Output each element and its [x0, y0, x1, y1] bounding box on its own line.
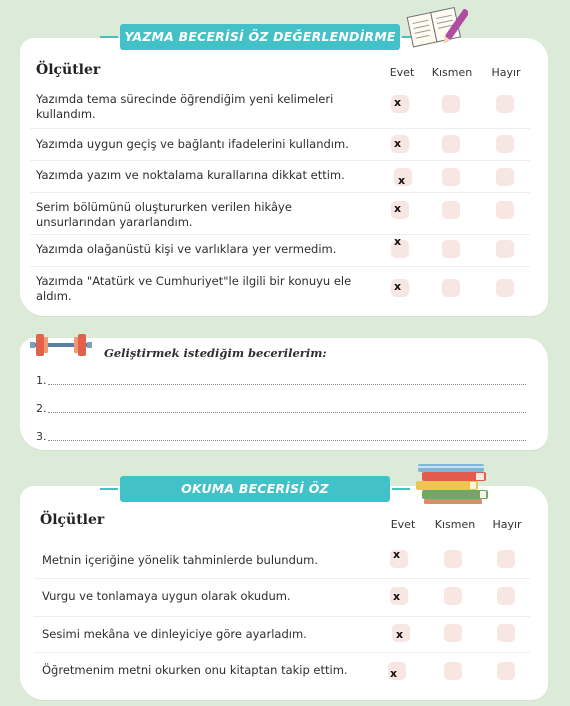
development-line-2-label: 2.: [36, 402, 47, 415]
divider: [30, 128, 530, 129]
writing-col-kismen: Kısmen: [431, 66, 473, 79]
writing-1-kismen-box[interactable]: [442, 95, 460, 113]
reading-3-check-mark: x: [396, 628, 404, 641]
writing-col-evet: Evet: [389, 66, 415, 79]
writing-2-check-mark: x: [394, 137, 402, 150]
divider: [34, 578, 530, 579]
development-line-3[interactable]: [48, 440, 526, 441]
reading-criterion-2: Vurgu ve tonlamaya uygun olarak okudum.: [42, 589, 291, 603]
writing-criterion-3: Yazımda yazım ve noktalama kurallarına dikkat ettim.: [36, 168, 345, 182]
writing-4-check-mark: x: [394, 202, 402, 215]
dumbbell-icon: [30, 332, 92, 358]
writing-scale-title: YAZMA BECERİSİ ÖZ DEĞERLENDİRME ÖLÇEĞİ: [120, 24, 400, 50]
divider: [34, 616, 530, 617]
writing-1-hayir-box[interactable]: [496, 95, 514, 113]
development-line-1[interactable]: [48, 384, 526, 385]
divider: [30, 192, 530, 193]
writing-4-kismen-box[interactable]: [442, 201, 460, 219]
reading-2-kismen-box[interactable]: [444, 587, 462, 605]
writing-5-kismen-box[interactable]: [442, 240, 460, 258]
development-title: Geliştirmek istediğim becerilerim:: [104, 346, 327, 360]
reading-2-check-mark: x: [393, 590, 401, 603]
reading-4-check-mark: x: [390, 667, 398, 680]
development-line-1-label: 1.: [36, 374, 47, 387]
writing-criterion-6: Yazımda "Atatürk ve Cumhuriyet"le ilgili bir konuyu ele aldım.: [36, 274, 352, 303]
divider: [30, 266, 530, 267]
writing-4-hayir-box[interactable]: [496, 201, 514, 219]
reading-1-hayir-box[interactable]: [497, 550, 515, 568]
writing-5-hayir-box[interactable]: [496, 240, 514, 258]
writing-6-kismen-box[interactable]: [442, 279, 460, 297]
notebook-pen-icon: [402, 2, 468, 50]
writing-3-hayir-box[interactable]: [496, 168, 514, 186]
reading-1-kismen-box[interactable]: [444, 550, 462, 568]
writing-6-hayir-box[interactable]: [496, 279, 514, 297]
writing-col-hayir: Hayır: [491, 66, 521, 79]
writing-criterion-4: Serim bölümünü oluştururken verilen hikâye unsurlarından yararlandım.: [36, 200, 292, 229]
writing-criterion-1: Yazımda tema sürecinde öğrendiğim yeni kelimeleri kullandım.: [36, 92, 334, 121]
reading-4-hayir-box[interactable]: [497, 662, 515, 680]
reading-col-hayir: Hayır: [492, 518, 522, 531]
reading-criteria-label: Ölçütler: [40, 512, 105, 528]
reading-2-hayir-box[interactable]: [497, 587, 515, 605]
divider: [30, 234, 530, 235]
reading-4-kismen-box[interactable]: [444, 662, 462, 680]
writing-3-check-mark: x: [398, 174, 406, 187]
development-line-2[interactable]: [48, 412, 526, 413]
writing-2-hayir-box[interactable]: [496, 135, 514, 153]
writing-3-kismen-box[interactable]: [442, 168, 460, 186]
reading-criterion-3: Sesimi mekâna ve dinleyiciye göre ayarladım.: [42, 627, 307, 641]
writing-criterion-5: Yazımda olağanüstü kişi ve varlıklara yer vermedim.: [36, 242, 337, 256]
reading-3-hayir-box[interactable]: [497, 624, 515, 642]
writing-criterion-2: Yazımda uygun geçiş ve bağlantı ifadelerini kullandım.: [36, 137, 349, 151]
divider: [30, 160, 530, 161]
divider: [34, 652, 530, 653]
development-line-3-label: 3.: [36, 430, 47, 443]
reading-col-kismen: Kısmen: [434, 518, 476, 531]
reading-3-kismen-box[interactable]: [444, 624, 462, 642]
writing-1-check-mark: x: [394, 96, 402, 109]
reading-col-evet: Evet: [390, 518, 416, 531]
reading-scale-title: OKUMA BECERİSİ ÖZ DEĞERLENDİRME ÖLÇEĞİ: [120, 476, 390, 502]
books-stack-icon: [410, 462, 492, 506]
writing-6-check-mark: x: [394, 280, 402, 293]
reading-criterion-4: Öğretmenim metni okurken onu kitaptan takip ettim.: [42, 663, 348, 677]
writing-2-kismen-box[interactable]: [442, 135, 460, 153]
writing-criteria-label: Ölçütler: [36, 62, 101, 78]
reading-1-check-mark: x: [393, 548, 401, 561]
writing-5-check-mark: x: [394, 235, 402, 248]
reading-criterion-1: Metnin içeriğine yönelik tahminlerde bulundum.: [42, 553, 319, 567]
